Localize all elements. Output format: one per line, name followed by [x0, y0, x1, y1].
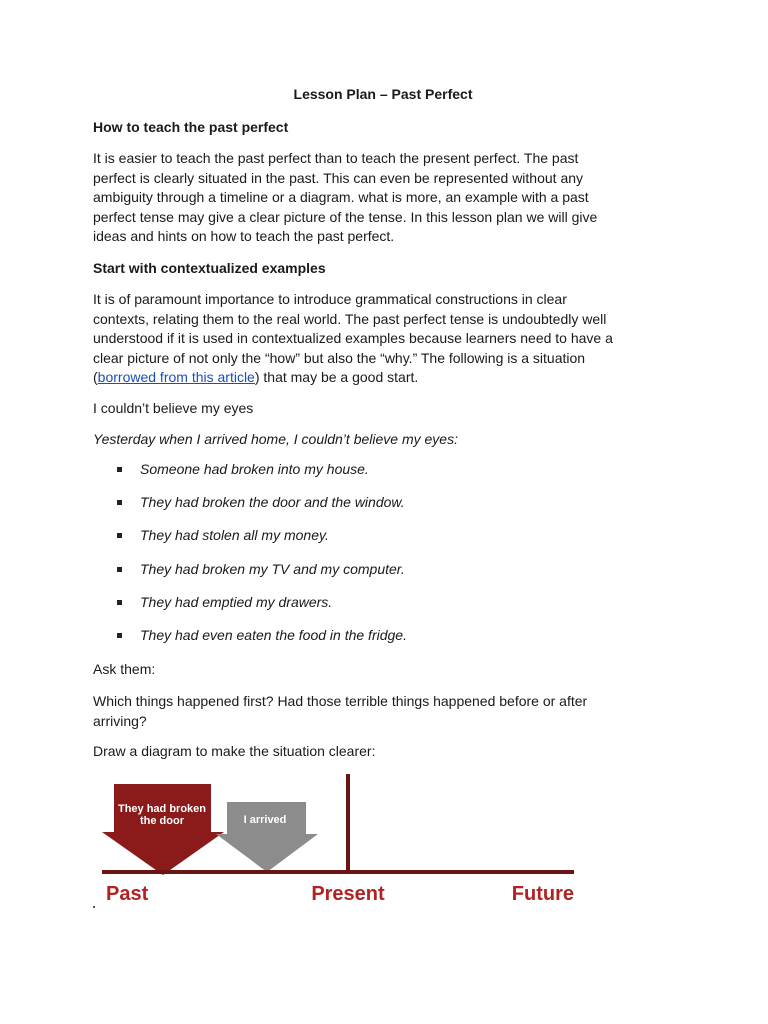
paragraph-line: It is of paramount importance to introduce grammatical constructions in clear	[93, 291, 567, 307]
italic-intro: Yesterday when I arrived home, I couldn’t believe my eyes:	[93, 431, 458, 447]
paragraph-line	[93, 368, 673, 388]
timeline-diagram	[100, 772, 576, 912]
paragraph-line: contexts, relating them to the real world. The past perfect tense is undoubtedly well	[93, 310, 607, 327]
stray-dot	[93, 906, 95, 908]
list-item-text: They had stolen all my money.	[140, 527, 329, 543]
present-label: Present	[311, 883, 385, 905]
timeline-axis	[102, 870, 574, 874]
list-item-text: Someone had broken into my house.	[140, 461, 369, 477]
arrow2-label: I arrived	[243, 814, 287, 826]
paragraph-tail: ) that may be a good start.	[254, 369, 419, 386]
arrow1-label-line1: They had broken	[117, 803, 207, 815]
present-marker-line	[346, 774, 350, 874]
page-title: Lesson Plan – Past Perfect	[293, 86, 473, 102]
bullet-square-icon	[117, 500, 122, 505]
paragraph-line: ambiguity through a timeline or a diagram. what is more, an example with a past	[93, 189, 589, 206]
heading-contextualized-examples: Start with contextualized examples	[93, 260, 326, 276]
list-item-text: They had emptied my drawers.	[140, 594, 333, 610]
bullet-square-icon	[117, 467, 122, 472]
ask-them: Ask them:	[93, 661, 156, 677]
heading-how-to-teach: How to teach the past perfect	[93, 119, 289, 135]
bullet-square-icon	[117, 567, 122, 572]
bullet-square-icon	[117, 533, 122, 538]
list-item-text: They had broken my TV and my computer.	[140, 561, 405, 577]
arrow1-label-line2: the door	[140, 815, 184, 827]
paragraph-line: ideas and hints on how to teach the past perfect.	[93, 228, 395, 245]
paragraph-line: clear picture of not only the “how” but also the “why.” The following is a situation	[93, 349, 586, 366]
draw-instruction: Draw a diagram to make the situation clearer:	[93, 743, 376, 759]
bullet-square-icon	[117, 633, 122, 638]
paragraph-line: perfect tense may give a clear picture of the tense. In this lesson plan we will give	[93, 208, 598, 225]
paren-open: (	[93, 369, 98, 386]
bullet-square-icon	[117, 600, 122, 605]
paragraph-line: understood if it is used in contextualized examples because learners need to have a	[93, 330, 613, 347]
borrowed-article-link[interactable]: borrowed from this article	[97, 369, 255, 386]
future-label: Future	[511, 883, 574, 905]
list-item-text: They had broken the door and the window.	[140, 494, 405, 510]
paragraph-line: arriving?	[93, 712, 147, 729]
past-arrow	[216, 802, 318, 872]
past-perfect-arrow	[102, 784, 224, 875]
past-label: Past	[106, 883, 149, 905]
paragraph-line: Which things happened first? Had those terrible things happened before or after	[93, 693, 588, 709]
paragraph-line: It is easier to teach the past perfect than to teach the present perfect. The past	[93, 150, 579, 166]
list-item-text: They had even eaten the food in the fridge.	[140, 627, 407, 643]
paragraph-line: perfect is clearly situated in the past. This can even be represented without any	[93, 169, 584, 186]
subheading-eyes: I couldn’t believe my eyes	[93, 400, 254, 416]
